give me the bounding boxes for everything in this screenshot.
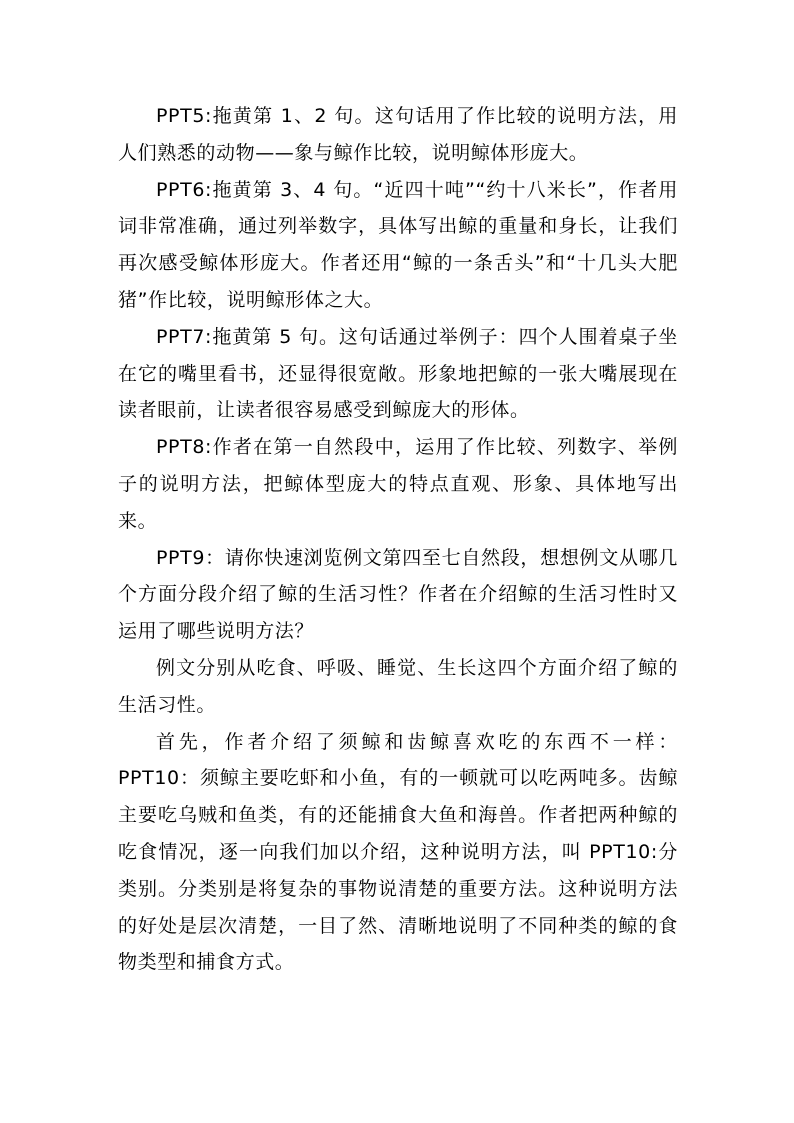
paragraph-ppt7: PPT7:拖黄第 5 句。这句话通过举例子：四个人围着桌子坐在它的嘴里看书，还显得很宽敞。形象地把鲸的一张大嘴展现在读者眼前，让读者很容易感受到鲸庞大的形体。 — [118, 325, 678, 422]
paragraph-ppt5: PPT5:拖黄第 1、2 句。这句话用了作比较的说明方法，用人们熟悉的动物——象与鲸作比较，说明鲸体形庞大。 — [118, 105, 678, 164]
paragraph-ppt6: PPT6:拖黄第 3、4 句。“近四十吨”“约十八米长”，作者用词非常准确，通过列举数字，具体写出鲸的重量和身长，让我们再次感受鲸体形庞大。作者还用“鲸的一条舌头”和“十几头大肥猪”作比较，说明鲸形体之大。 — [118, 178, 678, 311]
paragraph-ppt8: PPT8:作者在第一自然段中，运用了作比较、列数字、举例子的说明方法，把鲸体型庞大的特点直观、形象、具体地写出来。 — [118, 436, 678, 532]
paragraph-ppt9: PPT9：请你快速浏览例文第四至七自然段，想想例文从哪几个方面分段介绍了鲸的生活习性？作者在介绍鲸的生活习性时又运用了哪些说明方法？ — [118, 546, 678, 643]
paragraph-living-habits: 例文分别从吃食、呼吸、睡觉、生长这四个方面介绍了鲸的生活习性。 — [118, 656, 678, 716]
document-body — [118, 98, 678, 981]
paragraph-classification: 首先，作者介绍了须鲸和齿鲸喜欢吃的东西不一样：PPT10：须鲸主要吃虾和小鱼，有的一顿就可以吃两吨多。齿鲸主要吃乌贼和鱼类，有的还能捕食大鱼和海兽。作者把两种鲸的吃食情况，逐一向我们加以介绍，这种说明方法，叫 PPT10:分类别。分类别是将复杂的事物说清楚的重要方法。这种说明方法的好处是层次清楚，一目了然、清晰地说明了不同种类的鲸的食物类型和捕食方式。 — [118, 730, 678, 974]
